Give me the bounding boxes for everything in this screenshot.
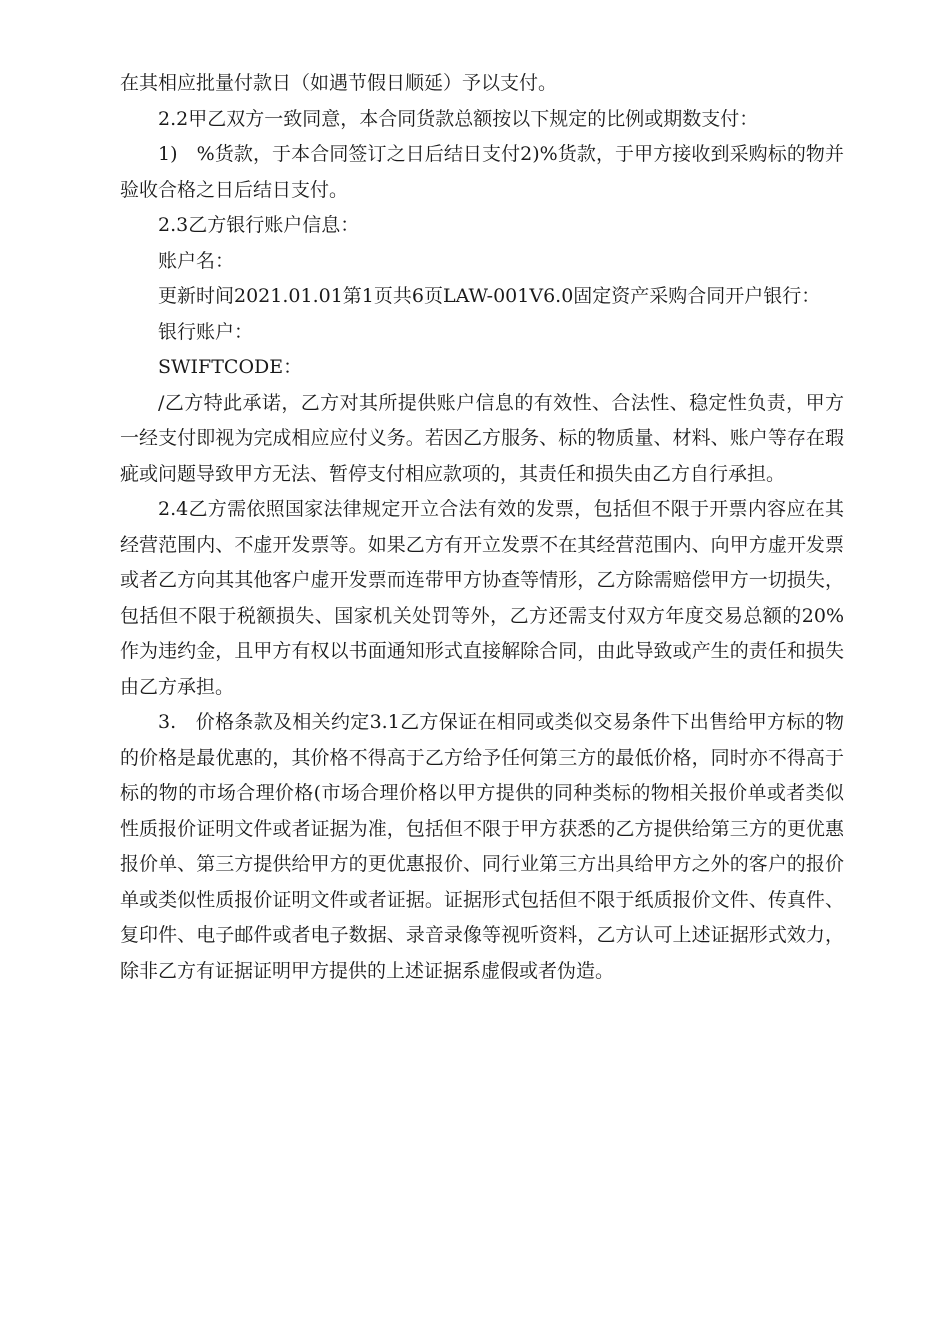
document-page — [120, 66, 844, 989]
paragraph-2-3-bank-info: 2.3乙方银行账户信息： — [158, 214, 360, 236]
paragraph-update-time-bank: 更新时间2021.01.01第1页共6页LAW-001V6.0固定资产采购合同开户银行： — [158, 285, 821, 307]
paragraph-2-2-payment-terms: 2.2甲乙双方一致同意，本合同货款总额按以下规定的比例或期数支付： — [158, 107, 759, 130]
paragraph-payment-installments: 1) %货款，于本合同签订之日后结日支付2)%货款，于甲方接收到采购标的物并验收合格之日后结日支付。 — [120, 143, 844, 201]
paragraph-account-commitment: /乙方特此承诺，乙方对其所提供账户信息的有效性、合法性、稳定性负责，甲方一经支付即视为完成相应应付义务。若因乙方服务、标的物质量、材料、账户等存在瑕疵或问题导致甲方无法、暂停支付相应款项的，其责任和损失由乙方自行承担。 — [120, 391, 844, 485]
paragraph-bank-account: 银行账户： — [158, 320, 254, 343]
paragraph-2-4-invoice: 2.4乙方需依照国家法律规定开立合法有效的发票，包括但不限于开票内容应在其经营范围内、不虚开发票等。如果乙方有开立发票不在其经营范围内、向甲方虚开发票或者乙方向其其他客户虚开发票而连带甲方协查等情形，乙方除需赔偿甲方一切损失，包括但不限于税额损失、国家机关处罚等外，乙方还需支付双方年度交易总额的20%作为违约金，且甲方有权以书面通知形式直接解除合同，由此导致或产生的责任和损失由乙方承担。 — [120, 498, 844, 698]
paragraph-swift-code: SWIFTCODE： — [158, 356, 303, 378]
paragraph-account-name: 账户名： — [158, 249, 235, 272]
paragraph-3-price-terms: 3. 价格条款及相关约定3.1乙方保证在相同或类似交易条件下出售给甲方标的物的价格是最优惠的，其价格不得高于乙方给予任何第三方的最低价格，同时亦不得高于标的物的市场合理价格(市场合理价格以甲方提供的同种类标的物相关报价单或者类似性质报价证明文件或者证据为准，包括但不限于甲方获悉的乙方提供给第三方的更优惠报价单、第三方提供给甲方的更优惠报价、同行业第三方出具给甲方之外的客户的报价单或类似性质报价证明文件或者证据。证据形式包括但不限于纸质报价文件、传真件、复印件、电子邮件或者电子数据、录音录像等视听资料，乙方认可上述证据形式效力，除非乙方有证据证明甲方提供的上述证据系虚假或者伪造。 — [120, 711, 844, 982]
paragraph-continuation: 在其相应批量付款日（如遇节假日顺延）予以支付。 — [120, 72, 558, 94]
